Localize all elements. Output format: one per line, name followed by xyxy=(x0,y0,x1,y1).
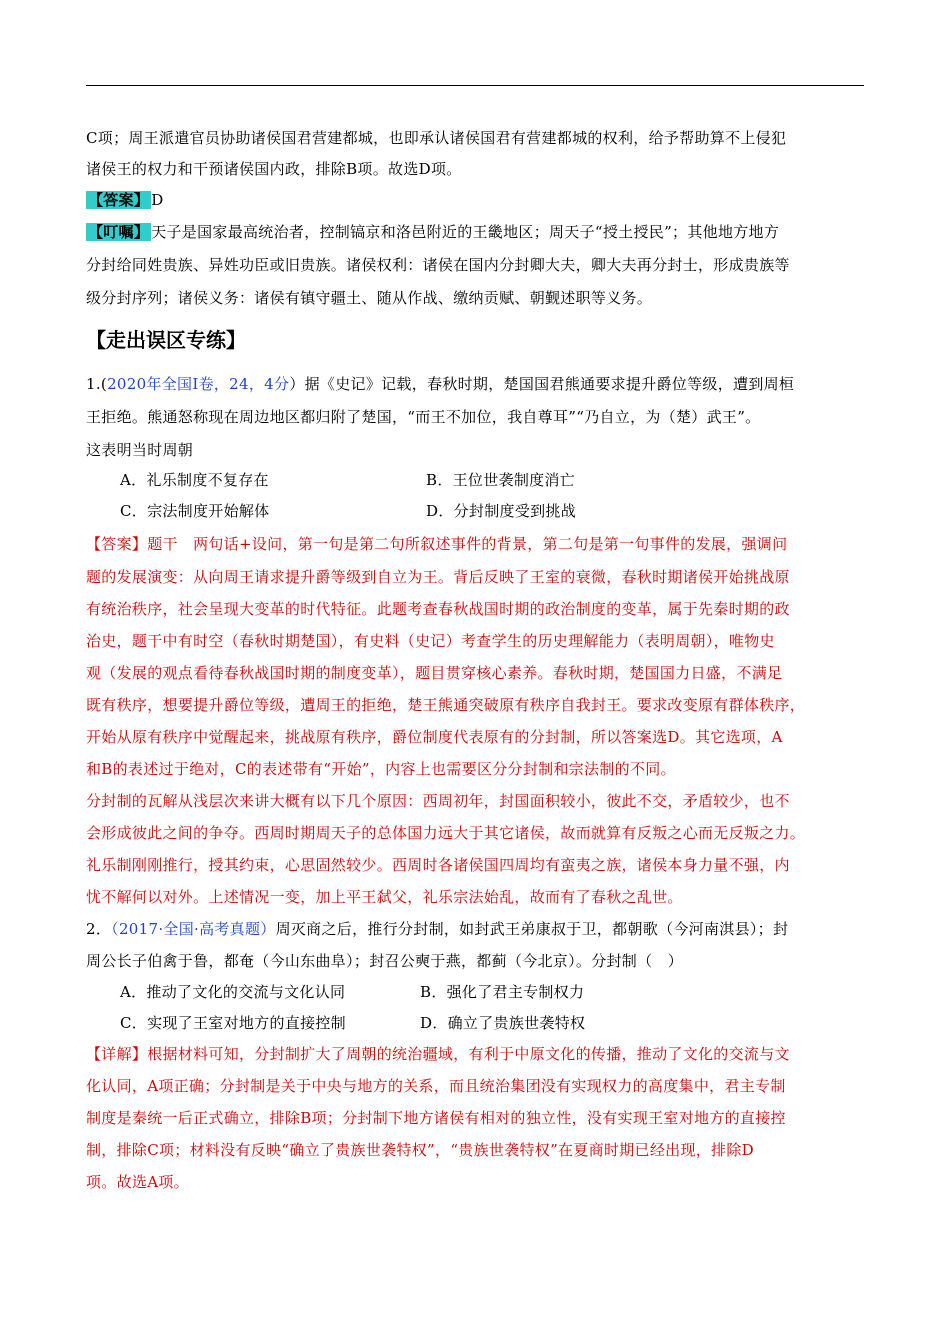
q1-analysis-line: 观（发展的观点看待春秋战国时期的制度变革），题目贯穿核心素养。春秋时期，楚国国力日盛，不满足 xyxy=(86,664,783,682)
q1-analysis-line: 既有秩序，想要提升爵位等级，遭周王的拒绝，楚王熊通突破原有秩序自我封王。要求改变原有群体秩序， xyxy=(86,696,806,714)
note-text-1: 天子是国家最高统治者，控制镐京和洛邑附近的王畿地区；周天子“授土授民”；其他地方地方 xyxy=(151,223,780,241)
section-heading: 【走出误区专练】 xyxy=(86,328,246,352)
q1-analysis-line: 会形成彼此之间的争夺。西周时期周天子的总体国力远大于其它诸侯，故而就算有反叛之心而无反叛之力。 xyxy=(86,824,806,842)
q1-option-a: A．礼乐制度不复存在 xyxy=(120,471,269,489)
q1-number: 1.( xyxy=(86,375,108,393)
q2-stem-line-1 xyxy=(86,919,876,939)
answer-value: D xyxy=(151,191,164,209)
q2-number: 2． xyxy=(86,920,112,938)
q2-analysis-line: 制，排除C项；材料没有反映“确立了贵族世袭特权”，“贵族世袭特权”在夏商时期已经出现，排除D xyxy=(86,1141,754,1159)
q1-options-row-2 xyxy=(120,501,910,521)
q2-option-b: B．强化了君主专制权力 xyxy=(420,983,585,1001)
prev-analysis-line-2: 诸侯王的权力和干预诸侯国内政，排除B项。故选D项。 xyxy=(86,160,462,178)
q2-options-row-2 xyxy=(120,1013,910,1033)
q2-stem-line-2: 周公长子伯禽于鲁，都奄（今山东曲阜）；封召公奭于燕，都蓟（今北京）。分封制（ ） xyxy=(86,952,684,970)
q1-option-c: C．宗法制度开始解体 xyxy=(120,502,270,520)
q1-option-b: B．王位世袭制度消亡 xyxy=(426,471,576,489)
prev-answer xyxy=(86,190,876,210)
q2-analysis-line: 制度是秦统一后正式确立，排除B项；分封制下地方诸侯有相对的独立性，没有实现王室对地方的直接控 xyxy=(86,1109,786,1127)
q2-analysis-line: 项。故选A项。 xyxy=(86,1173,189,1191)
q2-analysis-line: 化认同，A项正确；分封制是关于中央与地方的关系，而且统治集团没有实现权力的高度集中，君主专制 xyxy=(86,1077,786,1095)
note-line-3: 级分封序列；诸侯义务：诸侯有镇守疆土、随从作战、缴纳贡赋、朝觐述职等义务。 xyxy=(86,289,653,307)
q1-stem-line-1 xyxy=(86,374,876,394)
prev-analysis-line-1: C项；周王派遣官员协助诸侯国君营建都城，也即承认诸侯国君有营建都城的权利，给予帮助算不上侵犯 xyxy=(86,129,787,147)
q1-analysis-line: 有统治秩序，社会呈现大变革的时代特征。此题考查春秋战国时期的政治制度的变革，属于先秦时期的政 xyxy=(86,600,790,618)
q1-options-row-1 xyxy=(120,470,910,490)
q2-options-row-1 xyxy=(120,982,910,1002)
note-line-2: 分封给同姓贵族、异姓功臣或旧贵族。诸侯权利：诸侯在国内分封卿大夫，卿大夫再分封士，形成贵族等 xyxy=(86,256,790,274)
q2-option-a: A．推动了文化的交流与文化认同 xyxy=(120,983,346,1001)
q1-source: 2020年全国Ⅰ卷，24，4分 xyxy=(107,375,290,393)
q1-analysis-line: 开始从原有秩序中觉醒起来，挑战原有秩序，爵位制度代表原有的分封制，所以答案选D。其它选项，A xyxy=(86,728,783,746)
q2-option-d: D．确立了贵族世袭特权 xyxy=(420,1014,586,1032)
q2-analysis-line: 【详解】根据材料可知，分封制扩大了周朝的统治疆域，有利于中原文化的传播，推动了文化的交流与文 xyxy=(86,1045,790,1063)
q2-stem-text: 周灭商之后，推行分封制，如封武王弟康叔于卫，都朝歌（今河南淇县）；封 xyxy=(275,920,789,938)
note-tag: 【叮嘱】 xyxy=(88,223,150,241)
q2-option-c: C．实现了王室对地方的直接控制 xyxy=(120,1014,346,1032)
q1-analysis-line: 礼乐制刚刚推行，授其约束，心思固然较少。西周时各诸侯国四周均有蛮夷之族，诸侯本身力量不强，内 xyxy=(86,856,790,874)
q1-analysis-line: 治史，题干中有时空（春秋时期楚国），有史料（史记）考查学生的历史理解能力（表明周朝），唯物史 xyxy=(86,632,775,650)
answer-tag: 【答案】 xyxy=(88,191,150,209)
q1-analysis-line: 题的发展演变：从向周王请求提升爵等级到自立为王。背后反映了王室的衰微，春秋时期诸侯开始挑战原 xyxy=(86,568,790,586)
q1-analysis-line: 分封制的瓦解从浅层次来讲大概有以下几个原因：西周初年，封国面积较小，彼此不交，矛盾较少，也不 xyxy=(86,792,790,810)
q1-analysis-line: 【答案】题干 两句话+设问，第一句是第二句所叙述事件的背景，第二句是第一句事件的发展，强调问 xyxy=(86,535,788,553)
q1-stem-line-2: 王拒绝。熊通怒称现在周边地区都归附了楚国，“而王不加位，我自尊耳”“乃自立，为（楚）武王”。 xyxy=(86,408,761,426)
note-line-1 xyxy=(86,222,876,242)
q1-stem-text: ）据《史记》记载，春秋时期，楚国国君熊通要求提升爵位等级，遭到周桓 xyxy=(289,375,795,393)
q1-stem-line-3: 这表明当时周朝 xyxy=(86,441,194,459)
q1-analysis-line: 和B的表述过于绝对，C的表述带有“开始”，内容上也需要区分分封制和宗法制的不同。 xyxy=(86,760,676,778)
q1-option-d: D．分封制度受到挑战 xyxy=(426,502,577,520)
q1-analysis-line: 忧不解何以对外。上述情况一变，加上平王弑父，礼乐宗法始乱，故而有了春秋之乱世。 xyxy=(86,888,683,906)
header-rule xyxy=(86,85,864,86)
q2-source: （2017·全国·高考真题） xyxy=(111,920,276,938)
